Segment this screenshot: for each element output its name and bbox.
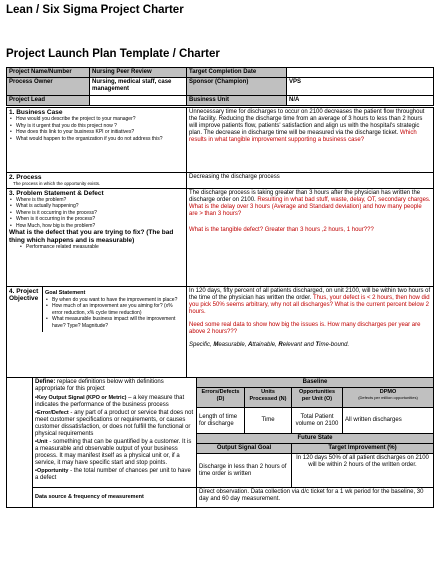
sponsor-label: Sponsor (Champion) [187, 78, 287, 96]
business-case-reviewer-note: Which results in what tangible improvement supporting a business case? [189, 130, 417, 143]
process-owner-value: Nursing, medical staff, case management [90, 78, 187, 96]
page-subtitle: Project Launch Plan Template / Charter [6, 48, 220, 60]
target-improvement-label: Target Improvement (%) [292, 444, 434, 454]
problem-defect-note: What is the tangible defect? Greater than 3 hours ,2 hours, 1 hour??? [189, 226, 374, 233]
baseline-opportunities-value: Total Patient volume on 2100 [292, 408, 343, 434]
output-signal-value: Discharge in less than 2 hours of time order is written [197, 454, 292, 488]
output-signal-label: Output Signal Goal [197, 444, 292, 454]
problem-question: • When is it occurring in the process? [9, 216, 184, 223]
process-owner-label: Process Owner [7, 78, 90, 96]
data-source-label: Data source & frequency of measurement [33, 488, 197, 508]
project-lead-value [90, 96, 187, 106]
process-desc: The process in which the opportunity exists. [13, 181, 101, 186]
business-case-question: • How would you describe the project to your manager? [9, 116, 184, 123]
business-case-title: 1. Business Case [9, 109, 63, 116]
definition-item: •Key Output Signal (KPO or Metric) – a key measure that indicates the performance of the business process [35, 395, 185, 408]
smart-criteria: Specific, Measurable, Attainable, Relevant and Time-bound. [189, 341, 350, 348]
business-case-question: • Why is it urgent that you do this project now ? [9, 123, 184, 130]
baseline-title: Baseline [197, 378, 434, 388]
future-state-title: Future State [197, 434, 434, 444]
metrics-table [6, 377, 434, 508]
definitions-panel [33, 378, 197, 488]
business-unit-value: N/A [287, 96, 434, 106]
goal-question: • By when do you want to have the improvement in place? [45, 297, 184, 304]
business-case-question: • What would happen to the organization if you do not address this? [9, 136, 184, 143]
define-text: replace definitions below with definitions appropriate for this project [35, 379, 164, 392]
business-case-question: • How does this link to your business KPI or initiatives? [9, 129, 184, 136]
problem-section [7, 188, 187, 286]
target-improvement-value: In 120 days 50% of all patient discharges on 2100 will be within 2 hours of the written order. [292, 454, 434, 488]
charter-header-table [6, 67, 434, 106]
goal-question: • What measurable business impact will the improvement have? Type? Magnitude? [45, 316, 184, 329]
defect-question: What is the defect that you are trying to fix? (The bad thing which happens and is measurable) [9, 229, 174, 244]
problem-question: • What is actually happening? [9, 203, 184, 210]
business-case-section [7, 108, 187, 173]
objective-answer: In 120 days, fifty percent of all patients discharged, on unit 2100, will be within two hours of the time of the physician has written the order. Thus, your defect is < 2 hours, then how did you pick 50% seems arbitrary, why not all discharges? What is the current percent below 2 hours. Need some real data to show how big the issues is. How many discharges per year are above 2 hours??? Specific, Measurable, Attainable, Relevant and Time-bound. [187, 286, 434, 377]
baseline-defects-value: Length of time for discharge [197, 408, 245, 434]
definition-item: •Unit - something that can be quantified by a customer. It is a measurable and observable output of your business process. It may manifest itself as a physical unit or, if a service, it may have specific start and stop points. [35, 439, 192, 466]
target-date-label: Target Completion Date [187, 68, 287, 78]
problem-question: • Where is the problem? [9, 197, 184, 204]
problem-question: • Where is it occurring in the process? [9, 210, 184, 217]
charter-sections-table [6, 107, 434, 378]
problem-answer: The discharge process is taking greater than 3 hours after the physician has written the discharge order on 2100. Resulting in what bad stuff, waste, delay, OT, secondary charges. What is the delay over 3 hours (Average and Standard deviation) and how many people are > than 3 hours? What is the tangible defect? Greater than 3 hours ,2 hours, 1 hour??? [187, 188, 434, 286]
baseline-units-value: Time [245, 408, 292, 434]
page-title: Lean / Six Sigma Project Charter [6, 4, 184, 16]
problem-title: 3. Problem Statement & Defect [9, 189, 104, 197]
data-source-value: Direct observation. Data collection via d/c ticket for a 1 wk period for the baseline, 30 day and 60 day measurement. [197, 488, 434, 508]
baseline-dpmo-value: All written discharges [343, 408, 434, 434]
objective-reviewer-note: Thus, your defect is < 2 hours, then how did you pick 50% seems arbitrary, why not all discharges? What is the current percent below 2 hours. [189, 294, 430, 315]
business-unit-label: Business Unit [187, 96, 287, 106]
objective-title: 4. Project Objective [7, 287, 43, 333]
definition-item: •Error/Defect - any part of a product or service that does not meet customer specifications or requirements, or causes customer dissatisfaction, or does not fulfill the functional or physical requirements [35, 410, 194, 437]
process-title: 2. Process [9, 174, 42, 181]
dpmo-header: DPMO (Defects per million opportunities) [343, 388, 434, 408]
goal-statement-label: Goal Statement [45, 289, 86, 296]
goal-question: • How much of an improvement are you aiming for? (x% error reduction, x% cycle time reduction) [45, 303, 184, 316]
objective-data-note: Need some real data to show how big the issues is. How many discharges per year are above 2 hours??? [189, 321, 421, 335]
project-lead-label: Project Lead [7, 96, 90, 106]
problem-question: • How Much, how big is the problem? [9, 223, 184, 230]
process-section [7, 173, 187, 189]
problem-reviewer-note: Resulting in what bad stuff, waste, delay, OT, secondary charges. What is the delay over 3 hours (Average and Standard deviation) and how many people are > than 3 hours? [189, 196, 431, 217]
project-name-label: Project Name/Number [7, 68, 90, 78]
opportunities-header: Opportunities per Unit (O) [292, 388, 343, 408]
objective-section [7, 286, 187, 377]
process-answer: Decreasing the discharge process [187, 173, 434, 189]
target-date-value [287, 68, 434, 78]
performance-measurable: • Performance related measurable [19, 244, 184, 251]
define-label: Define: [35, 379, 56, 385]
definition-item: •Opportunity - the total number of chances per unit to have a defect [35, 468, 191, 481]
sponsor-value: VPS [287, 78, 434, 96]
definitions-spacer [7, 378, 33, 508]
errors-defects-header: Errors/Defects (D) [197, 388, 245, 408]
business-case-answer: Unnecessary time for discharges to occur on 2100 decreases the patient flow throughout the facility. Reducing the discharge time from an average of 3 hours to less than 2 hours will improve patients flow, patients' satisfaction and align us with the hospital's strategic plan. The decrease in discharge time will be measured via the discharge ticket. Which results in what tangible improvement supporting a business case? [187, 108, 434, 173]
units-processed-header: Units Processed (N) [245, 388, 292, 408]
project-name-value: Nursing Peer Review [90, 68, 187, 78]
